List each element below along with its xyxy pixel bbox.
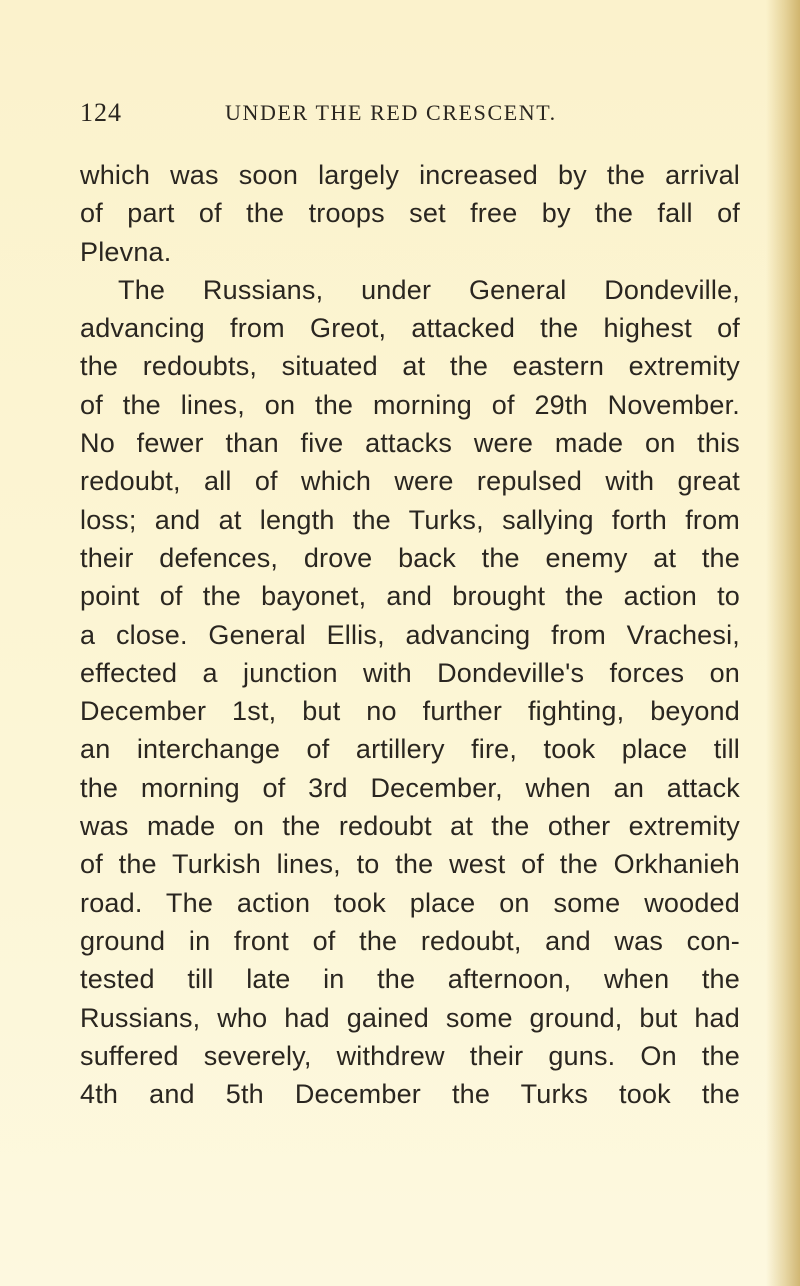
text-line: redoubt, all of which were repulsed with great	[80, 466, 740, 497]
text-line: loss; and at length the Turks, sallying forth from	[80, 504, 740, 535]
text-line: ground in front of the redoubt, and was con-	[80, 925, 740, 956]
text-line: effected a junction with Dondeville's forces on	[80, 657, 740, 688]
running-title: UNDER THE RED CRESCENT.	[225, 100, 557, 125]
text-line: December 1st, but no further fighting, beyond	[80, 696, 740, 727]
text-line: of the lines, on the morning of 29th November.	[80, 389, 740, 420]
text-line: suffered severely, withdrew their guns. On the	[80, 1040, 740, 1071]
text-line: of the Turkish lines, to the west of the Orkhanieh	[80, 849, 740, 880]
text-line: an interchange of artillery fire, took place till	[80, 734, 740, 765]
text-line: Russians, who had gained some ground, but had	[80, 1002, 740, 1033]
text-line: 4th and 5th December the Turks took the	[80, 1079, 740, 1110]
text-line: the morning of 3rd December, when an attack	[80, 772, 740, 803]
text-line: of part of the troops set free by the fall of	[80, 198, 740, 229]
text-line: a close. General Ellis, advancing from Vrachesi,	[80, 619, 740, 650]
running-head	[80, 98, 740, 138]
text-line: which was soon largely increased by the arrival	[80, 160, 740, 190]
page-edge-shadow	[766, 0, 800, 1286]
page-number: 124	[80, 98, 122, 127]
text-line: their defences, drove back the enemy at the	[80, 542, 740, 573]
text-line: the redoubts, situated at the eastern extremity	[80, 351, 740, 382]
text-line: road. The action took place on some wooded	[80, 887, 740, 918]
text-line: was made on the redoubt at the other extremity	[80, 811, 740, 842]
text-line: tested till late in the afternoon, when the	[80, 964, 740, 995]
text-line: The Russians, under General Dondeville,	[118, 274, 740, 305]
text-line: point of the bayonet, and brought the action to	[80, 581, 740, 612]
text-line: No fewer than five attacks were made on this	[80, 428, 740, 459]
text-line: advancing from Greot, attacked the highest of	[80, 313, 740, 344]
text-line: Plevna.	[80, 236, 172, 267]
body-text	[80, 156, 740, 1113]
